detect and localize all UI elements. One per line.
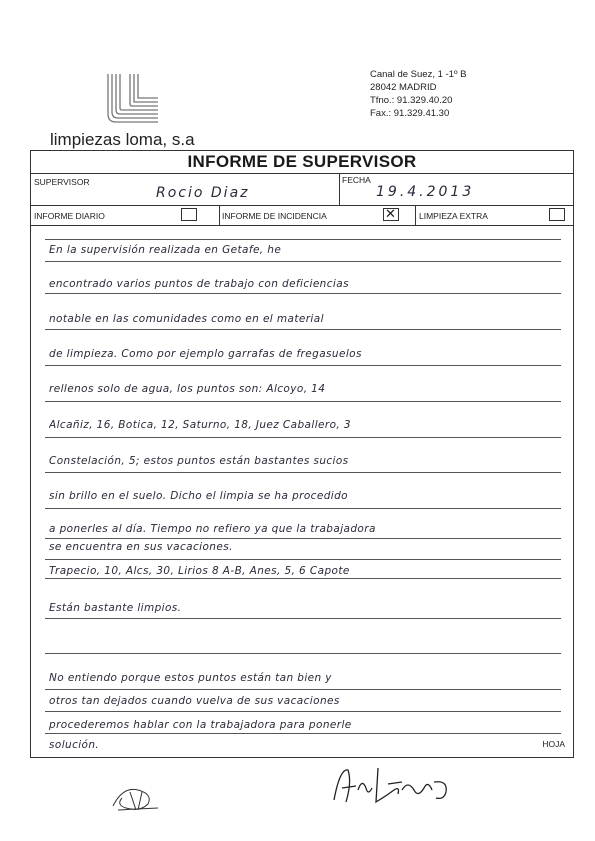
report-text-line: solución. <box>49 739 100 751</box>
report-text-line: Trapecio, 10, Alcs, 30, Lirios 8 A-B, Anes, 5, 6 Capote <box>49 565 350 577</box>
signature-stamp-icon <box>108 778 168 818</box>
supervisor-value[interactable]: Rocio Diaz <box>156 185 250 201</box>
ruled-line <box>45 689 561 690</box>
address-phone: Tfno.: 91.329.40.20 <box>370 95 453 106</box>
limpieza-extra-checkbox[interactable] <box>549 208 565 221</box>
informe-diario-checkbox[interactable] <box>181 208 197 221</box>
ruled-line <box>45 437 561 438</box>
report-text-line: otros tan dejados cuando vuelva de sus vacaciones <box>49 695 340 707</box>
supervisor-report-form <box>30 150 574 758</box>
divider <box>339 173 340 205</box>
ruled-line <box>45 365 561 366</box>
ruled-line <box>45 711 561 712</box>
divider <box>415 205 416 225</box>
fecha-value[interactable]: 19.4.2013 <box>376 184 475 200</box>
report-text-line: a ponerles al día. Tiempo no refiero ya que la trabajadora <box>49 523 376 535</box>
report-text-line: Están bastante limpios. <box>49 602 182 614</box>
divider <box>219 205 220 225</box>
ruled-line <box>45 472 561 473</box>
informe-incidencia-checkbox[interactable] <box>383 208 399 221</box>
ll-logo-icon <box>100 68 164 124</box>
ruled-line <box>45 293 561 294</box>
report-text-line: de limpieza. Como por ejemplo garrafas de fregasuelos <box>49 348 362 360</box>
ruled-line <box>45 401 561 402</box>
ruled-line <box>45 239 561 240</box>
report-text-line: Alcañiz, 16, Botica, 12, Saturno, 18, Juez Caballero, 3 <box>49 419 351 431</box>
ruled-line <box>45 559 561 560</box>
address-fax: Fax.: 91.329.41.30 <box>370 108 450 119</box>
company-logo <box>100 68 164 124</box>
check-x-icon: ✕ <box>385 206 396 221</box>
hoja-label: HOJA <box>542 739 565 749</box>
report-text-line: sin brillo en el suelo. Dicho el limpia se ha procedido <box>49 490 348 502</box>
company-name: limpiezas loma, s.a <box>50 130 195 149</box>
ruled-line <box>45 538 561 539</box>
informe-incidencia-label: INFORME DE INCIDENCIA <box>222 211 327 221</box>
report-text-line: encontrado varios puntos de trabajo con deficiencias <box>49 278 349 290</box>
ruled-line <box>45 508 561 509</box>
ruled-line <box>45 618 561 619</box>
report-text-line: rellenos solo de agua, los puntos son: Alcoyo, 14 <box>49 383 326 395</box>
ruled-line <box>45 261 561 262</box>
fecha-label: FECHA <box>342 175 371 185</box>
supervisor-label: SUPERVISOR <box>34 177 90 187</box>
ruled-line <box>45 578 561 579</box>
address-line: Canal de Suez, 1 -1º B <box>370 69 467 80</box>
supervisor-row <box>31 173 573 206</box>
report-text-line: En la supervisión realizada en Getafe, he <box>49 244 282 256</box>
ruled-line <box>45 329 561 330</box>
address-line: 28042 MADRID <box>370 82 437 93</box>
report-text-line: se encuentra en sus vacaciones. <box>49 541 233 553</box>
report-type-row <box>31 205 573 226</box>
signature-icon <box>328 760 468 820</box>
form-title: INFORME DE SUPERVISOR <box>31 151 573 174</box>
limpieza-extra-label: LIMPIEZA EXTRA <box>419 211 488 221</box>
company-address <box>370 68 466 120</box>
informe-diario-label: INFORME DIARIO <box>34 211 105 221</box>
report-text-line: Constelación, 5; estos puntos están bastantes sucios <box>49 455 349 467</box>
ruled-line <box>45 653 561 654</box>
ruled-line <box>45 733 561 734</box>
report-text-line: No entiendo porque estos puntos están tan bien y <box>49 672 332 684</box>
report-text-line: notable en las comunidades como en el material <box>49 313 324 325</box>
report-text-line: procederemos hablar con la trabajadora para ponerle <box>49 719 352 731</box>
